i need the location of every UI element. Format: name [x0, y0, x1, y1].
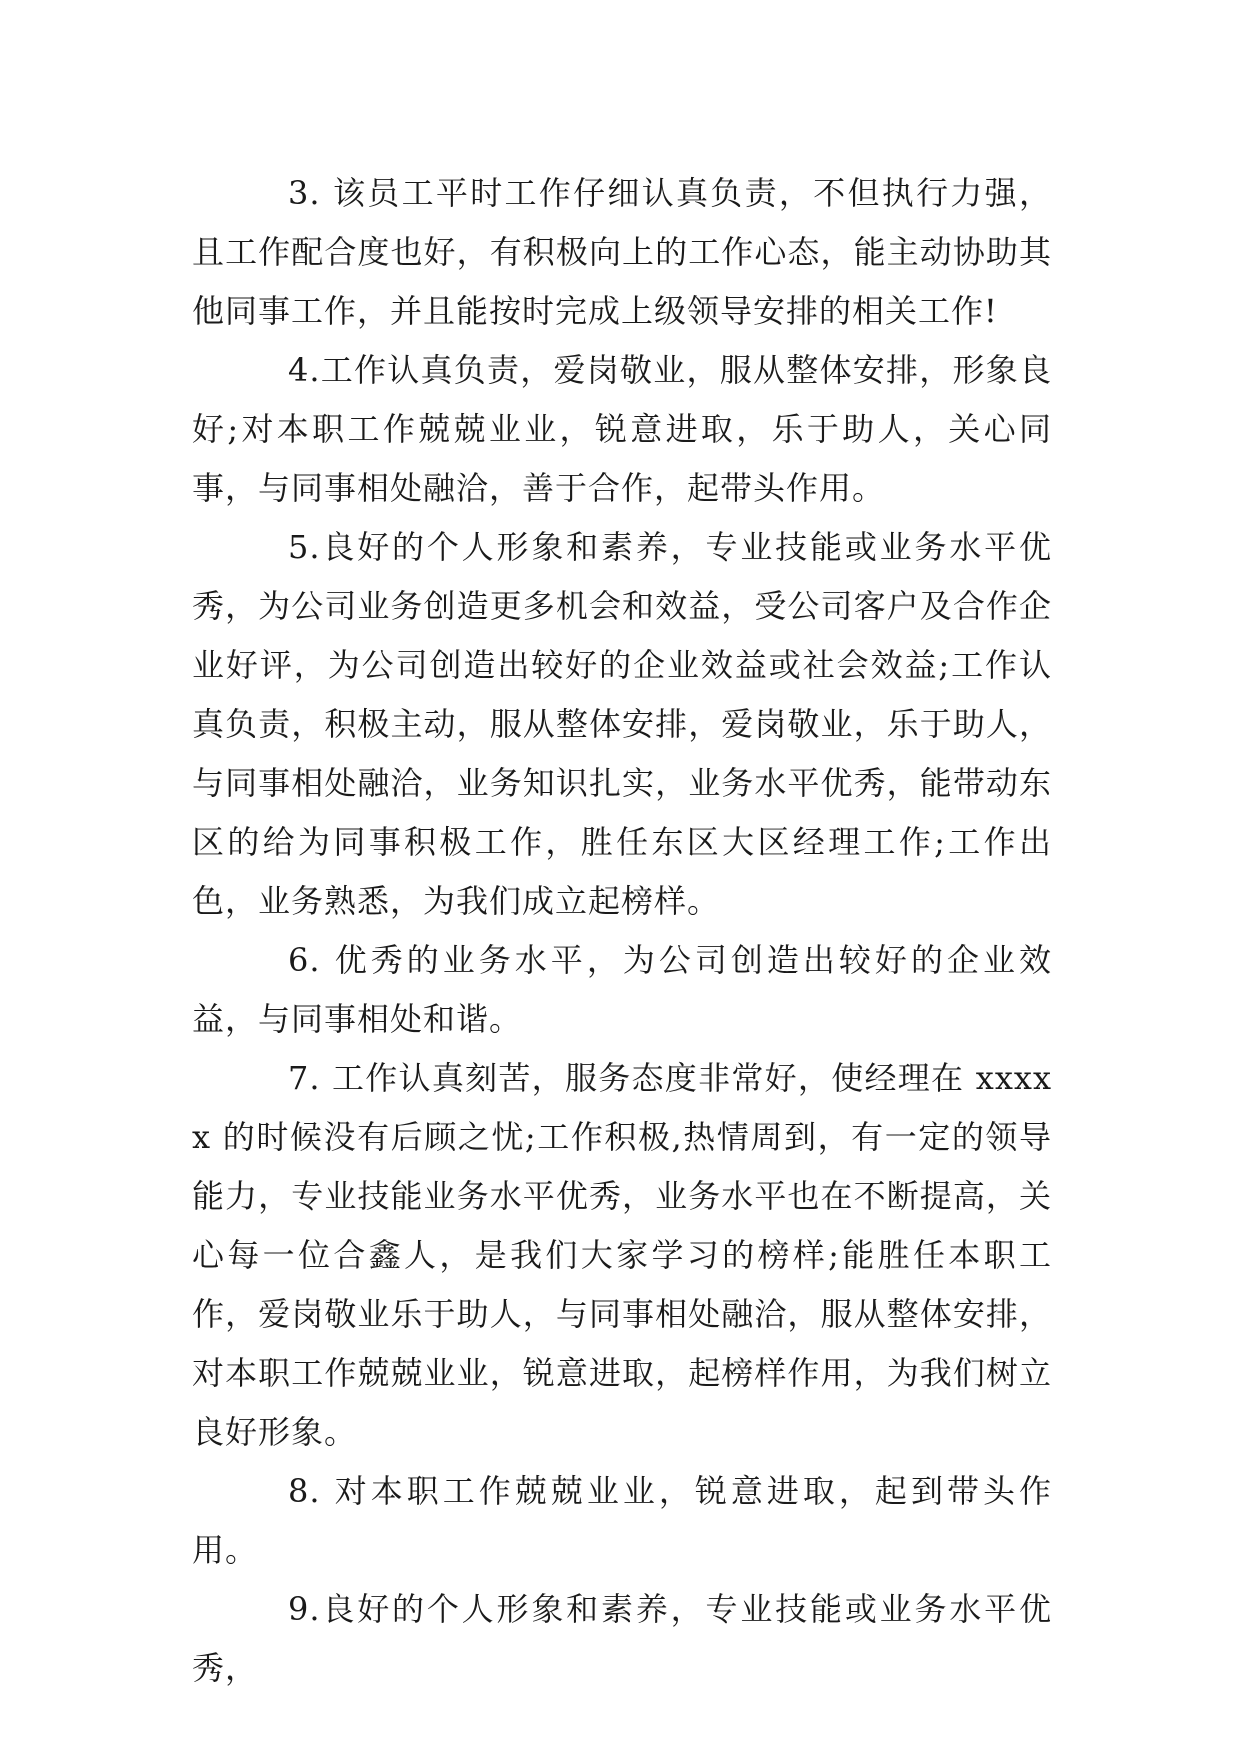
paragraph-item-3: 3. 该员工平时工作仔细认真负责，不但执行力强，且工作配合度也好，有积极向上的工作心态，能主动协助其他同事工作，并且能按时完成上级领导安排的相关工作!	[192, 174, 1052, 330]
paragraph-item-5: 5.良好的个人形象和素养，专业技能或业务水平优秀，为公司业务创造更多机会和效益，受公司客户及合作企业好评，为公司创造出较好的企业效益或社会效益;工作认真负责，积极主动，服从整体安排，爱岗敬业，乐于助人，与同事相处融洽，业务知识扎实，业务水平优秀，能带动东区的给为同事积极工作，胜任东区大区经理工作;工作出色，业务熟悉，为我们成立起榜样。	[192, 528, 1052, 920]
document-body	[192, 164, 1052, 1698]
paragraph-item-7: 7. 工作认真刻苦，服务态度非常好，使经理在 xxxxx 的时候没有后顾之忧;工作积极,热情周到，有一定的领导能力，专业技能业务水平优秀，业务水平也在不断提高，关心每一位合鑫人，是我们大家学习的榜样;能胜任本职工作，爱岗敬业乐于助人，与同事相处融洽，服从整体安排，对本职工作兢兢业业，锐意进取，起榜样作用，为我们树立良好形象。	[192, 1059, 1052, 1451]
paragraph-item-6: 6. 优秀的业务水平，为公司创造出较好的企业效益，与同事相处和谐。	[192, 941, 1052, 1038]
paragraph-item-8: 8. 对本职工作兢兢业业，锐意进取，起到带头作用。	[192, 1472, 1052, 1569]
paragraph-item-9: 9.良好的个人形象和素养，专业技能或业务水平优秀，	[192, 1590, 1052, 1687]
paragraph-item-4: 4.工作认真负责，爱岗敬业，服从整体安排，形象良好;对本职工作兢兢业业，锐意进取，乐于助人，关心同事，与同事相处融洽，善于合作，起带头作用。	[192, 351, 1052, 507]
